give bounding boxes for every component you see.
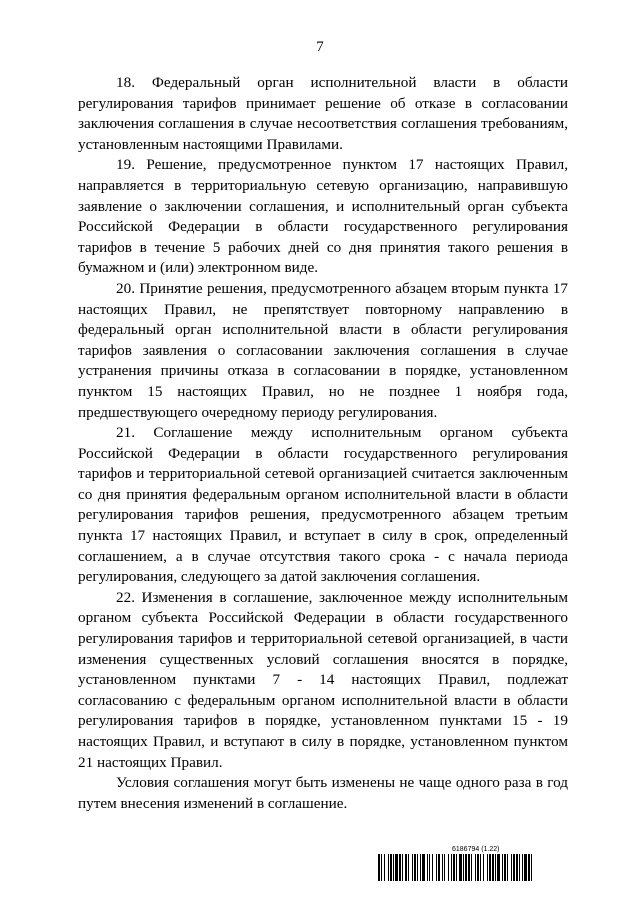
paragraph-20: 20. Принятие решения, предусмотренного абзацем вторым пункта 17 настоящих Правил, не препятствует повторному направлению в федеральный орган исполнительной власти в области регулирования тарифов заявления о согласовании заключения соглашения в случае устранения причины отказа в согласовании в порядке, установленном пунктом 15 настоящих Правил, но не позднее 1 ноября года, предшествующего очередному периоду регулирования. bbox=[78, 279, 568, 421]
document-code: 6186794 (1.22) bbox=[452, 846, 500, 853]
barcode-icon bbox=[378, 854, 570, 881]
document-body bbox=[78, 73, 568, 814]
paragraph-22: 22. Изменения в соглашение, заключенное между исполнительным органом субъекта Российской Федерации в области государственного регулирования тарифов и территориальной сетевой организацией, в части изменения существенных условий соглашения вносятся в порядке, установленном пунктами 7 - 14 настоящих Правил, подлежат согласованию с федеральным органом исполнительной власти в области регулирования тарифов в порядке, установленном пунктами 15 - 19 настоящих Правил, и вступают в силу в порядке, установленном пунктом 21 настоящих Правил. bbox=[78, 588, 568, 771]
page-number: 7 bbox=[316, 39, 324, 55]
paragraph-21: 21. Соглашение между исполнительным органом субъекта Российской Федерации в области государственного регулирования тарифов и территориальной сетевой организацией считается заключенным со дня принятия федеральным органом исполнительной власти в области регулирования тарифов решения, предусмотренного абзацем третьим пункта 17 настоящих Правил, и вступает в силу в срок, определенный соглашением, а в случае отсутствия такого срока - с начала периода регулирования, следующего за датой заключения соглашения. bbox=[78, 424, 568, 586]
paragraph-19: 19. Решение, предусмотренное пунктом 17 настоящих Правил, направляется в территориальную сетевую организацию, направившую заявление о заключении соглашения, и исполнительный орган субъекта Российской Федерации в области государственного регулирования тарифов в течение 5 рабочих дней со дня принятия такого решения в бумажном и (или) электронном виде. bbox=[78, 156, 568, 277]
paragraph-18: 18. Федеральный орган исполнительной власти в области регулирования тарифов принимает решение об отказе в согласовании заключения соглашения в случае несоответствия соглашения требованиям, установленным настоящими Правилами. bbox=[78, 74, 568, 153]
paragraph-22-continuation: Условия соглашения могут быть изменены не чаще одного раза в год путем внесения изменений в соглашение. bbox=[78, 774, 568, 812]
